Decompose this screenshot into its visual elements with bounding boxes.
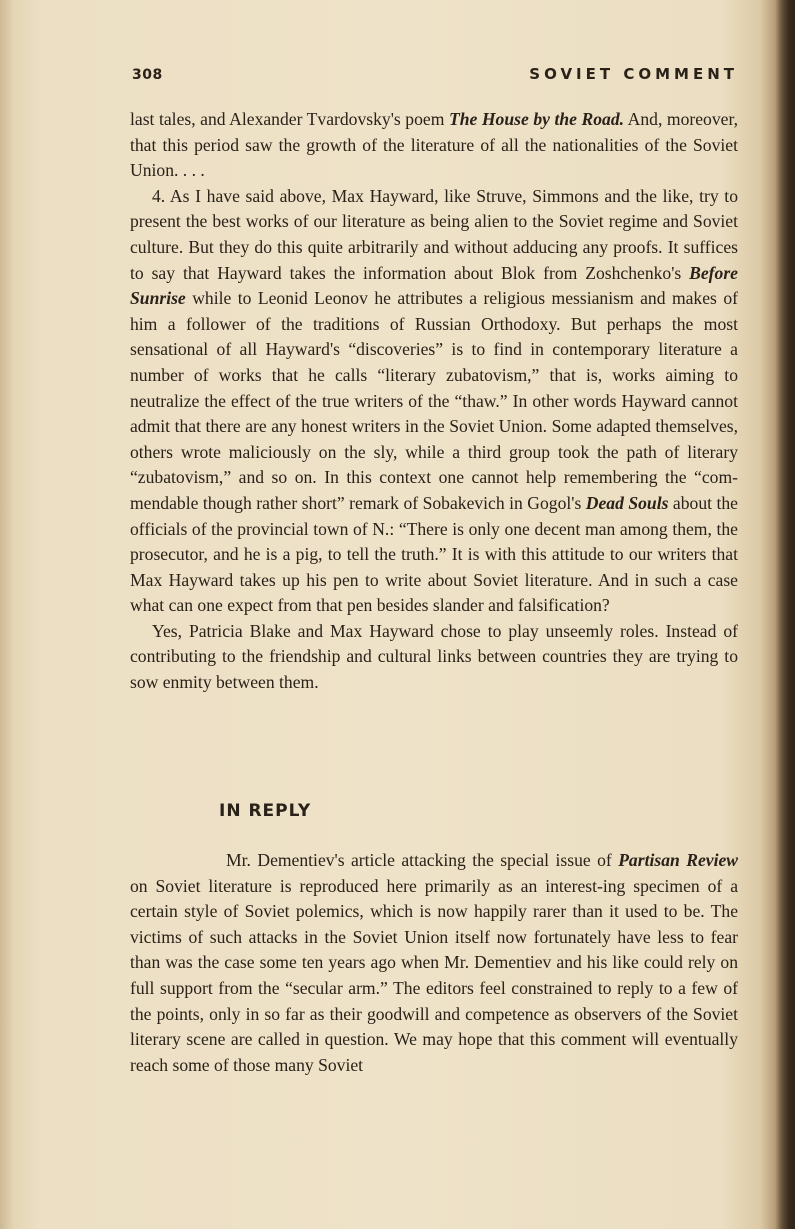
- paragraph-2: [130, 184, 738, 619]
- paragraph-3: Yes, Patricia Blake and Max Hayward chose to play unseemly roles. Instead of contributing to the friendship and cultural links between countries they are trying to sow enmity between them.: [130, 620, 738, 693]
- article-body: [130, 107, 738, 696]
- running-head: SOVIET COMMENT: [529, 65, 738, 83]
- italic-title: The House by the Road.: [448, 109, 625, 129]
- italic-title: Before Sunrise: [130, 262, 738, 309]
- spine-shadow: [781, 0, 795, 1229]
- reply-body: [130, 848, 738, 1078]
- text-run: 4. As I have said above, Max Hayward, like Struve, Simmons and the like, try to present the best works of our literature as being alien to the Soviet regime and Soviet culture. But they do this quite arbitrarily and without adducing any proofs. It suffices to say that Hayward takes the information about Blok from Zoshchenko's: [130, 185, 738, 283]
- italic-title: Dead Souls: [585, 492, 669, 513]
- page-header: [132, 63, 738, 87]
- text-run: And, moreover, that this period saw the growth of the literature of all the nationalities of the Soviet Union. . . .: [130, 109, 739, 181]
- text-run: last tales, and Alexander Tvardovsky's poem: [130, 109, 449, 129]
- text-run: Mr. Dementiev's article attacking the special issue of: [226, 850, 619, 870]
- text-run: on Soviet literature is reproduced here primarily as an interest-ing specimen of a certain style of Soviet polemics, which is now happily rarer than it used to be. The victims of such attacks in the Soviet Union itself now fortunately have less to fear than was the case some ten years ago when Mr. Dementiev and his like could rely on full support from the “secular arm.” The editors feel constrained to reply to a few of the points, only in so far as their goodwill and competence as observers of the Soviet literary scene are called in question. We may hope that this comment will eventually reach some of those many Soviet: [130, 875, 738, 1075]
- italic-title: Partisan Review: [618, 850, 738, 870]
- reply-paragraph-1: [130, 848, 738, 1078]
- page-number: 308: [132, 67, 163, 83]
- text-run: while to Leonid Leonov he attributes a religious messianism and makes of him a follower of the traditions of Russian Orthodoxy. But perhaps the most sensational of all Hayward's “discoveries” is to find in contemporary literature a number of works that he calls “literary zubatovism,” that is, works aiming to neutralize the effect of the true writers of the “thaw.” In other words Hayward cannot admit that there are any honest writers in the Soviet Union. Some adapted themselves, others wrote maliciously on the sly, while a third group took the path of literary “zubatovism,” and so on. In this context one cannot help remembering the “com-mendable though rather short” remark of Sobakevich in Gogol's: [130, 288, 738, 513]
- text-run: about the officials of the provincial town of N.: “There is only one decent man among them, the prosecutor, and he is a pig, to tell the truth.” It is with this attitude to our writers that Max Hayward takes up his pen to write about Soviet literature. And in such a case what can one expect from that pen besides slander and falsification?: [130, 492, 738, 616]
- paragraph-1: [130, 107, 738, 184]
- section-heading: IN REPLY: [219, 801, 312, 821]
